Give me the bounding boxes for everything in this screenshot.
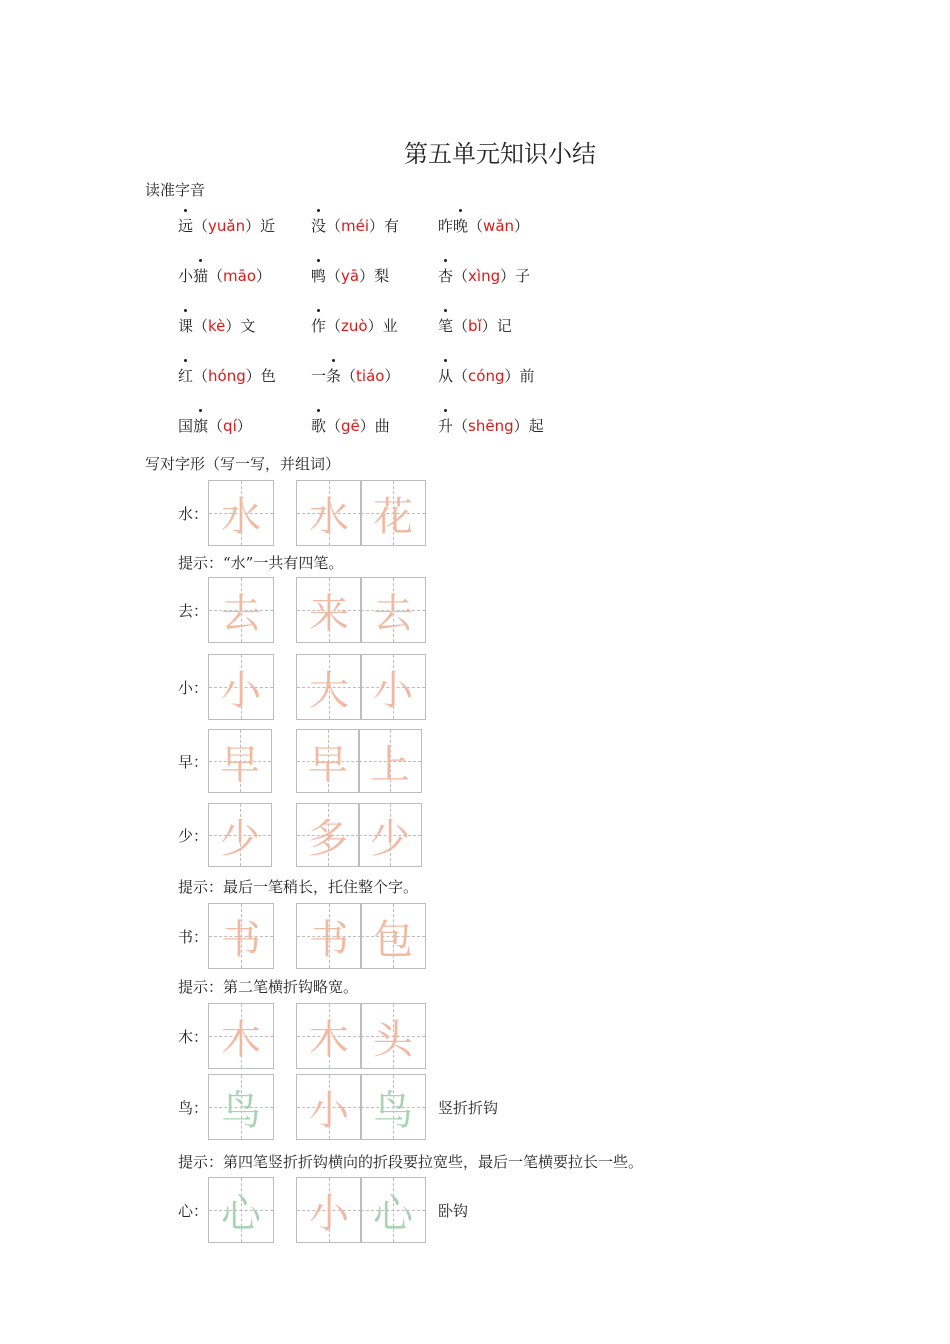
character-label: 心：: [178, 1202, 209, 1220]
paren-open: （: [208, 417, 224, 435]
paren-open: （: [453, 367, 469, 385]
pinyin-text: gē: [341, 417, 360, 435]
tian-grid-cell[interactable]: [208, 903, 274, 969]
pinyin-text: shēng: [468, 417, 514, 435]
paren-open: （: [453, 267, 469, 285]
paren-open: （: [193, 367, 209, 385]
dotted-character: 作: [311, 317, 327, 335]
tian-grid-cell[interactable]: [360, 903, 426, 969]
trace-character: 去: [221, 590, 261, 637]
dotted-character: 红: [178, 367, 194, 385]
paren-open: （: [341, 367, 357, 385]
dotted-character: 猫: [193, 267, 209, 285]
dotted-character: 杏: [438, 267, 454, 285]
pinyin-text: xìng: [468, 267, 501, 285]
trace-character: 去: [373, 590, 413, 637]
dotted-character: 升: [438, 417, 454, 435]
tian-grid-cell[interactable]: [208, 729, 272, 793]
pinyin-item: [438, 215, 529, 236]
trace-character: 花: [373, 493, 413, 540]
trace-character: 大: [309, 667, 349, 714]
pinyin-text: yuǎn: [208, 217, 246, 235]
trace-character: 小: [309, 1190, 349, 1237]
dotted-character: 从: [438, 367, 454, 385]
trace-character: 鸟: [221, 1087, 261, 1134]
paren-open: （: [193, 217, 209, 235]
character-label: 少：: [178, 827, 209, 845]
character-label: 鸟：: [178, 1099, 209, 1117]
tian-grid-cell[interactable]: [208, 577, 274, 643]
trace-character: 水: [221, 493, 261, 540]
hint-shao: 提示：最后一笔稍长，托住整个字。: [178, 878, 419, 896]
dotted-character: 鸭: [311, 267, 327, 285]
pinyin-item: [311, 215, 399, 236]
dotted-character: 笔: [438, 317, 454, 335]
dotted-character: 远: [178, 217, 194, 235]
tian-grid-cell[interactable]: [360, 1003, 426, 1069]
paren-open: （: [193, 317, 209, 335]
pinyin-text: qí: [223, 417, 237, 435]
paren-open: （: [208, 267, 224, 285]
trace-character: 书: [221, 916, 261, 963]
pinyin-item: [178, 415, 252, 436]
section-heading-pronunciation: 读准字音: [145, 181, 206, 199]
trace-character: 小: [221, 667, 261, 714]
tian-grid-cell[interactable]: [208, 480, 274, 546]
dotted-character: 晚: [453, 217, 469, 235]
character-label: 去：: [178, 602, 209, 620]
character-label: 书：: [178, 928, 209, 946]
pinyin-text: yā: [341, 267, 360, 285]
pinyin-text: wǎn: [483, 217, 515, 235]
trace-character: 早: [220, 741, 260, 788]
trace-character: 心: [221, 1190, 261, 1237]
paren-open: （: [453, 317, 469, 335]
character-label: 水：: [178, 505, 209, 523]
tian-grid-cell[interactable]: [296, 1177, 362, 1243]
pinyin-prefix: 一: [311, 367, 327, 385]
pinyin-item: [178, 365, 276, 386]
paren-open: （: [326, 267, 342, 285]
paren-open: （: [468, 217, 484, 235]
pinyin-suffix: ）记: [481, 317, 512, 335]
pinyin-suffix: ）近: [245, 217, 276, 235]
pinyin-item: [311, 415, 390, 436]
pinyin-suffix: ）: [256, 267, 272, 285]
trace-character: 早: [308, 741, 348, 788]
tian-grid-cell[interactable]: [360, 577, 426, 643]
paren-open: （: [326, 417, 342, 435]
tian-grid-cell[interactable]: [360, 1074, 426, 1140]
pinyin-suffix: ）: [514, 217, 530, 235]
pinyin-suffix: ）子: [500, 267, 531, 285]
pinyin-item: [438, 365, 535, 386]
pinyin-suffix: ）梨: [359, 267, 390, 285]
tian-grid-cell[interactable]: [358, 803, 422, 867]
paren-open: （: [326, 317, 342, 335]
trace-character: 木: [309, 1016, 349, 1063]
tian-grid-cell[interactable]: [296, 654, 362, 720]
trace-character: 小: [373, 667, 413, 714]
pinyin-suffix: ）色: [245, 367, 276, 385]
trace-character: 心: [373, 1190, 413, 1237]
tian-grid-cell[interactable]: [360, 480, 426, 546]
pinyin-text: cóng: [468, 367, 505, 385]
pinyin-item: [438, 265, 530, 286]
pinyin-text: hóng: [208, 367, 246, 385]
trace-character: 木: [221, 1016, 261, 1063]
paren-open: （: [453, 417, 469, 435]
dotted-character: 条: [326, 367, 342, 385]
hint-shui: 提示：“水”一共有四笔。: [178, 554, 344, 572]
tian-grid-cell[interactable]: [296, 903, 362, 969]
tian-grid-cell[interactable]: [208, 654, 274, 720]
trace-character: 上: [370, 741, 410, 788]
pinyin-suffix: ）文: [225, 317, 256, 335]
trace-character: 水: [309, 493, 349, 540]
pinyin-suffix: ）业: [367, 317, 398, 335]
tian-grid-cell[interactable]: [296, 803, 360, 867]
pinyin-text: méi: [341, 217, 370, 235]
dotted-character: 旗: [193, 417, 209, 435]
pinyin-item: [438, 415, 544, 436]
trace-character: 小: [309, 1087, 349, 1134]
pinyin-suffix: ）前: [504, 367, 535, 385]
pinyin-prefix: 昨: [438, 217, 454, 235]
dotted-character: 歌: [311, 417, 327, 435]
pinyin-suffix: ）: [384, 367, 400, 385]
pinyin-suffix: ）: [236, 417, 252, 435]
trace-character: 少: [220, 815, 260, 862]
stroke-note: 竖折折钩: [438, 1099, 499, 1117]
tian-grid-cell[interactable]: [296, 577, 362, 643]
pinyin-item: [311, 265, 389, 286]
pinyin-prefix: 小: [178, 267, 194, 285]
trace-character: 包: [373, 916, 413, 963]
section-heading-writing: 写对字形（写一写，并组词）: [145, 455, 341, 473]
paren-open: （: [326, 217, 342, 235]
stroke-note: 卧钩: [438, 1202, 469, 1220]
tian-grid-cell[interactable]: [296, 729, 360, 793]
pinyin-text: zuò: [341, 317, 368, 335]
pinyin-suffix: ）有: [369, 217, 400, 235]
pinyin-text: māo: [223, 267, 257, 285]
tian-grid-cell[interactable]: [360, 1177, 426, 1243]
trace-character: 书: [309, 916, 349, 963]
pinyin-suffix: ）曲: [359, 417, 390, 435]
pinyin-prefix: 国: [178, 417, 194, 435]
tian-grid-cell[interactable]: [296, 1003, 362, 1069]
pinyin-item: [178, 315, 255, 336]
trace-character: 多: [308, 815, 348, 862]
tian-grid-cell[interactable]: [296, 480, 362, 546]
trace-character: 来: [309, 590, 349, 637]
character-label: 小：: [178, 679, 209, 697]
tian-grid-cell[interactable]: [208, 1074, 274, 1140]
dotted-character: 课: [178, 317, 194, 335]
trace-character: 头: [373, 1016, 413, 1063]
tian-grid-cell[interactable]: [358, 729, 422, 793]
pinyin-text: tiáo: [356, 367, 385, 385]
pinyin-item: [178, 215, 275, 236]
tian-grid-cell[interactable]: [208, 1177, 274, 1243]
pinyin-item: [438, 315, 512, 336]
trace-character: 鸟: [373, 1087, 413, 1134]
tian-grid-cell[interactable]: [360, 654, 426, 720]
tian-grid-cell[interactable]: [208, 803, 272, 867]
pinyin-item: [311, 315, 398, 336]
dotted-character: 没: [311, 217, 327, 235]
tian-grid-cell[interactable]: [296, 1074, 362, 1140]
hint-shu: 提示：第二笔横折钩略宽。: [178, 978, 359, 996]
pinyin-text: bǐ: [468, 317, 482, 335]
pinyin-text: kè: [208, 317, 226, 335]
character-label: 木：: [178, 1028, 209, 1046]
hint-niao: 提示：第四笔竖折折钩横向的折段要拉宽些，最后一笔横要拉长一些。: [178, 1153, 644, 1171]
trace-character: 少: [370, 815, 410, 862]
tian-grid-cell[interactable]: [208, 1003, 274, 1069]
pinyin-item: [311, 365, 399, 386]
page-title: 第五单元知识小结: [404, 140, 596, 168]
pinyin-suffix: ）起: [513, 417, 544, 435]
pinyin-item: [178, 265, 271, 286]
character-label: 早：: [178, 753, 209, 771]
